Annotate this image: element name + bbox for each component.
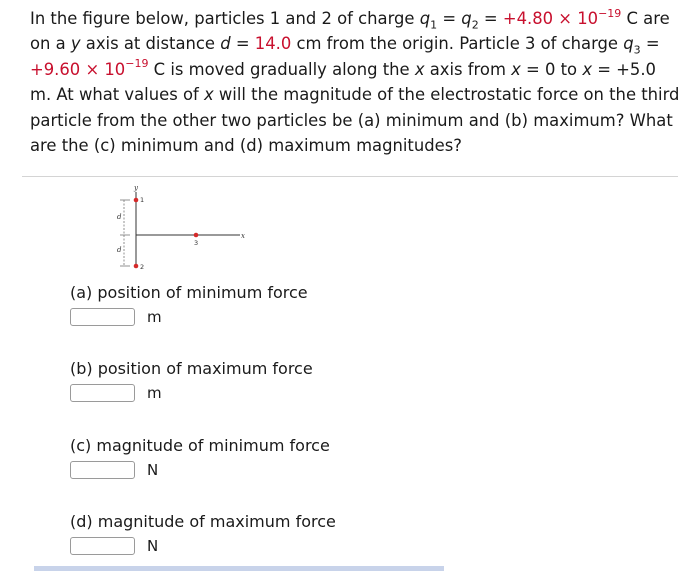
part-c-label: (c) magnitude of minimum force — [70, 436, 330, 455]
part-d-unit: N — [147, 537, 159, 555]
particle-2 — [134, 264, 139, 269]
question-text-segment: = +5.0 m. At what values of — [30, 59, 656, 105]
question-text-segment: axis at distance — [80, 34, 221, 54]
part-a-label: (a) position of minimum force — [70, 283, 308, 302]
part-c-unit: N — [147, 461, 159, 479]
x-axis-label: x — [241, 232, 245, 240]
charge-figure — [100, 182, 260, 277]
question-text-segment: In the figure below, particles 1 and 2 of charge — [30, 9, 420, 28]
q2-subscript: 2 — [471, 18, 479, 32]
q3-charge-exponent: −19 — [125, 57, 149, 71]
q2-symbol: q — [461, 9, 472, 28]
question-text-segment: C is moved gradually along the — [148, 59, 415, 79]
part-b-answer-row — [70, 384, 313, 402]
part-c — [70, 435, 330, 479]
question-text — [30, 6, 680, 158]
distance-value: 14.0 — [254, 34, 292, 54]
section-divider — [22, 176, 678, 177]
part-a-unit: m — [147, 308, 162, 326]
question-text-segment: will the magnitude of the electrostatic force on the third particle from the other two particles be (a) minimum and (b) maximum? What are the (c) minimum and (d) maximum magnitudes? — [30, 85, 680, 156]
equals-sign: = — [437, 9, 462, 28]
part-b — [70, 358, 313, 402]
y-axis-label: y — [134, 184, 138, 192]
bottom-scroll-bar — [34, 566, 444, 571]
part-b-answer-input[interactable] — [70, 384, 135, 402]
particle-3-label: 3 — [194, 239, 199, 247]
part-c-answer-input[interactable] — [70, 461, 135, 479]
question-text-segment: = 0 to — [520, 59, 583, 79]
part-d-answer-row — [70, 537, 336, 555]
part-c-answer-row — [70, 461, 330, 479]
question-text-segment: axis from — [424, 59, 512, 79]
charge-value: +4.80 × 10 — [502, 9, 599, 28]
particle-2-label: 2 — [140, 263, 145, 271]
particle-1 — [134, 198, 139, 203]
part-a-answer-input[interactable] — [70, 308, 135, 326]
q3-subscript: 3 — [633, 43, 641, 57]
d-label-top: d — [117, 213, 122, 221]
equals-sign: = — [230, 34, 255, 54]
particle-3 — [194, 233, 199, 238]
x-symbol: x — [414, 59, 425, 79]
part-d-label: (d) magnitude of maximum force — [70, 512, 336, 531]
q3-symbol: q — [623, 34, 634, 54]
equals-sign: = — [478, 9, 503, 28]
particle-1-label: 1 — [140, 196, 145, 204]
question-text-segment: C are on a — [30, 9, 670, 54]
q3-charge-value: +9.60 × 10 — [30, 59, 126, 79]
part-a-answer-row — [70, 308, 308, 326]
part-d — [70, 511, 336, 555]
charge-exponent: −19 — [598, 6, 622, 20]
d-label-bottom: d — [117, 246, 122, 254]
x-symbol: x — [582, 59, 593, 79]
question-text-segment: cm from the origin. Particle 3 of charge — [291, 34, 624, 54]
part-b-label: (b) position of maximum force — [70, 359, 313, 378]
charge-diagram — [100, 182, 260, 277]
y-symbol: y — [70, 34, 81, 54]
part-a — [70, 282, 308, 326]
equals-sign: = — [640, 34, 660, 54]
q1-symbol: q — [419, 9, 431, 28]
part-d-answer-input[interactable] — [70, 537, 135, 555]
x-symbol: x — [511, 59, 521, 79]
q1-subscript: 1 — [430, 18, 438, 32]
part-b-unit: m — [147, 384, 162, 402]
d-symbol: d — [220, 34, 231, 54]
x-symbol: x — [203, 85, 214, 105]
